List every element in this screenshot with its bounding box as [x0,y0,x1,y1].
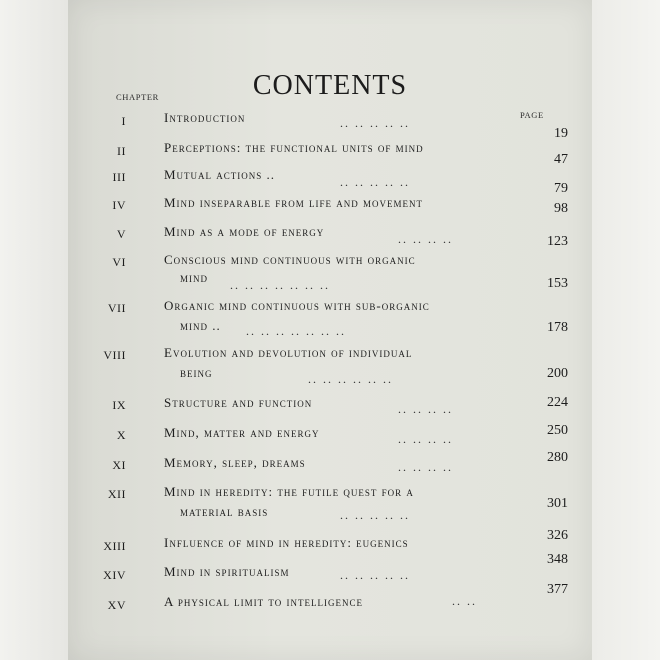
toc-entry [103,552,568,582]
leader-dots: .. .. .. .. .. [340,116,410,130]
toc-entry [108,195,568,219]
chapter-title: Mutual actions .. [164,167,276,182]
leader-dots: .. .. .. .. .. [340,175,410,189]
chapter-title: Organic mind continuous with sub-organic [164,298,430,313]
chapter-title: A physical limit to intelligence [164,594,363,609]
page-number: 47 [554,152,568,167]
toc-entry [108,450,568,474]
chapter-number: XII [107,487,126,501]
chapter-number: VII [107,301,126,315]
chapter-number: V [116,227,126,241]
toc-entry [103,345,568,386]
leader-dots: .. .. .. .. [398,232,453,246]
page-number: 377 [547,582,568,597]
page-number: 153 [547,276,568,291]
chapter-number: VIII [103,348,126,362]
leader-dots: .. .. .. .. .. [340,568,410,582]
toc-entry [108,110,568,141]
chapter-title-continued: mind .. [180,318,221,333]
leader-dots: .. .. .. .. .. .. [308,372,393,386]
chapter-number: IV [112,198,126,212]
chapter-number: III [112,170,126,184]
leader-dots: .. .. .. .. .. .. .. [246,324,346,338]
toc-entry [108,422,568,446]
left-background [0,0,68,660]
chapter-title: Mind in spiritualism [164,564,290,579]
toc-entry [108,252,568,294]
toc-entry [108,224,568,249]
chapter-number: XV [107,598,126,612]
page-number: 301 [547,496,568,511]
toc-entry [108,394,568,416]
chapter-title: Perceptions: the functional units of mind [164,140,424,155]
chapter-title: Introduction [164,110,246,125]
toc-entry [108,140,568,167]
page-number: 250 [547,423,568,438]
toc-entry [107,582,568,612]
chapter-number: II [117,144,126,158]
chapter-title: Mind, matter and energy [164,425,320,440]
page-number: 326 [547,528,568,543]
chapter-title: Mind in heredity: the futile quest for a [164,484,414,499]
chapter-title-continued: mind [180,270,208,285]
book-page [68,0,592,660]
chapter-number: X [116,428,126,442]
chapter-title: Conscious mind continuous with organic [164,252,416,267]
page-title: CONTENTS [252,70,408,101]
chapter-number: IX [112,398,126,412]
chapter-column-label: CHAPTER [116,92,159,102]
toc-entry [107,298,568,338]
chapter-number: VI [112,255,126,269]
chapter-number: XIV [103,568,126,582]
chapter-title: Mind as a mode of energy [164,224,325,239]
chapter-number: XIII [103,539,126,553]
page-number: 19 [554,126,568,141]
page-number: 98 [554,201,568,216]
chapter-title-continued: being [180,365,213,380]
chapter-title-continued: material basis [180,504,269,519]
leader-dots: .. .. [452,594,477,608]
right-background [592,0,660,660]
page-number: 224 [547,395,568,410]
toc-entry [103,528,568,553]
chapter-title: Structure and function [164,395,313,410]
chapter-number: XI [112,458,126,472]
leader-dots: .. .. .. .. [398,432,453,446]
leader-dots: .. .. .. .. [398,460,453,474]
leader-dots: .. .. .. .. .. [340,508,410,522]
chapter-title: Memory, sleep, dreams [164,455,306,470]
page-column-label: PAGE [520,110,544,120]
page-number: 280 [547,450,568,465]
page-number: 200 [547,366,568,381]
leader-dots: .. .. .. .. .. .. .. [230,278,330,292]
page-number: 348 [547,552,568,567]
chapter-title: Mind inseparable from life and movement [164,195,423,210]
page-number: 123 [547,234,568,249]
leader-dots: .. .. .. .. [398,402,453,416]
chapter-number: I [121,114,126,128]
toc-entry [107,480,568,524]
chapter-title: Influence of mind in heredity: eugenics [164,535,409,550]
page-number: 79 [554,181,568,196]
chapter-title: Evolution and devolution of individual [164,345,413,360]
toc-entry [108,167,568,196]
page-number: 178 [547,320,568,335]
